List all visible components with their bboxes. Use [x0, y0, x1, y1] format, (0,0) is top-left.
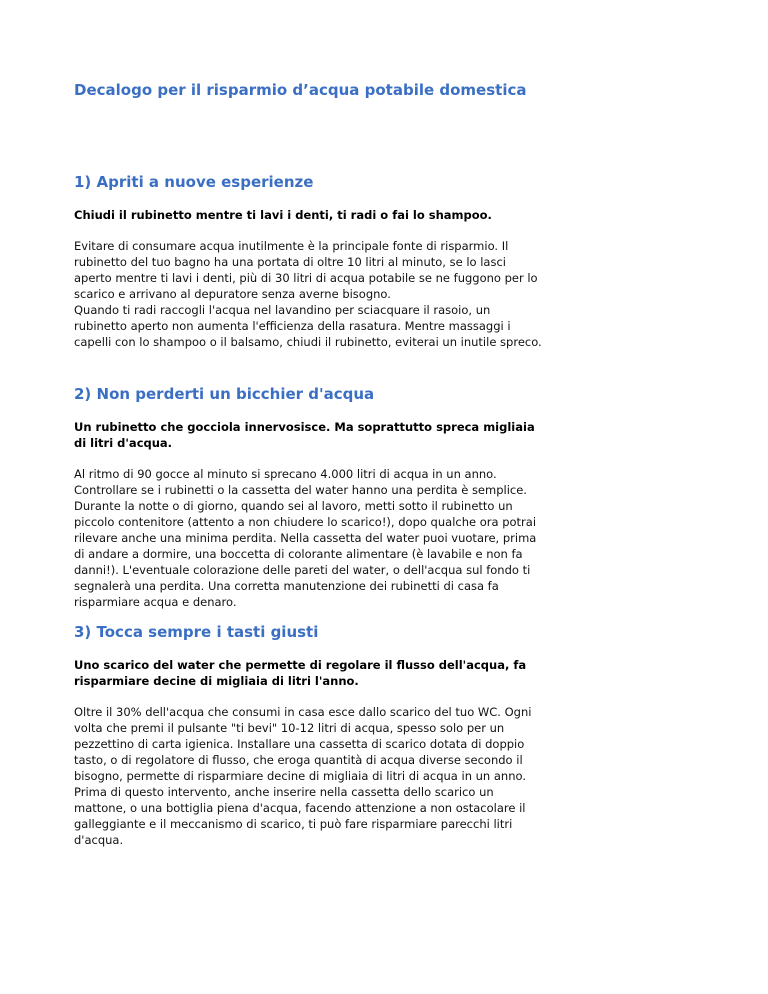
- section-lead: Chiudi il rubinetto mentre ti lavi i denti, ti radi o fai lo shampoo.: [74, 208, 492, 222]
- section-body: [74, 704, 544, 848]
- section-paragraph: Al ritmo di 90 gocce al minuto si sprecano 4.000 litri di acqua in un anno. Controllare se i rubinetti o la cassetta del water hanno una perdita è semplice. Durante la notte o di giorno, quando sei al lavoro, metti sotto il rubinetto un piccolo contenitore (attento a non chiudere lo scarico!), dopo qualche ora potrai rilevare anche una minima perdita. Nella cassetta del water puoi vuotare, prima di andare a dormire, una boccetta di colorante alimentare (è lavabile e non fa danni!). L'eventuale colorazione delle pareti del water, o dell'acqua sul fondo ti segnalerà una perdita. Una corretta manutenzione dei rubinetti di casa fa risparmiare acqua e denaro.: [74, 467, 537, 609]
- section-body: [74, 466, 544, 610]
- section-paragraph: Evitare di consumare acqua inutilmente è la principale fonte di risparmio. Il rubinetto del tuo bagno ha una portata di oltre 10 litri al minuto, se lo lasci aperto mentre ti lavi i denti, più di 30 litri di acqua potabile se ne fuggono per lo scarico e arrivano al depuratore senza averne bisogno.: [74, 239, 538, 301]
- section-lead: Uno scarico del water che permette di regolare il flusso dell'acqua, fa risparmiare decine di migliaia di litri l'anno.: [74, 658, 527, 688]
- section-heading: 3) Tocca sempre i tasti giusti: [74, 623, 319, 641]
- section-3: [74, 622, 544, 848]
- section-heading: 1) Apriti a nuove esperienze: [74, 173, 314, 191]
- section-lead: Un rubinetto che gocciola innervosisce. Ma soprattutto spreca migliaia di litri d'acqua.: [74, 420, 535, 450]
- section-heading: 2) Non perderti un bicchier d'acqua: [74, 385, 375, 403]
- document-title: Decalogo per il risparmio d’acqua potabile domestica: [74, 81, 527, 99]
- section-body: [74, 238, 544, 350]
- section-2: [74, 384, 544, 610]
- section-1: [74, 172, 544, 350]
- section-paragraph: Quando ti radi raccogli l'acqua nel lavandino per sciacquare il rasoio, un rubinetto aperto non aumenta l'efficienza della rasatura. Mentre massaggi i capelli con lo shampoo o il balsamo, chiudi il rubinetto, eviterai un inutile spreco.: [74, 303, 542, 349]
- section-paragraph: Oltre il 30% dell'acqua che consumi in casa esce dallo scarico del tuo WC. Ogni volta che premi il pulsante "ti bevi" 10-12 litri di acqua, spesso solo per un pezzettino di carta igienica. Installare una cassetta di scarico dotata di doppio tasto, o di regolatore di flusso, che eroga quantità di acqua diverse secondo il bisogno, permette di risparmiare decine di migliaia di litri di acqua in un anno. Prima di questo intervento, anche inserire nella cassetta dello scarico un mattone, o una bottiglia piena d'acqua, facendo attenzione a non ostacolare il galleggiante e il meccanismo di scarico, ti può fare risparmiare parecchi litri d'acqua.: [74, 705, 532, 847]
